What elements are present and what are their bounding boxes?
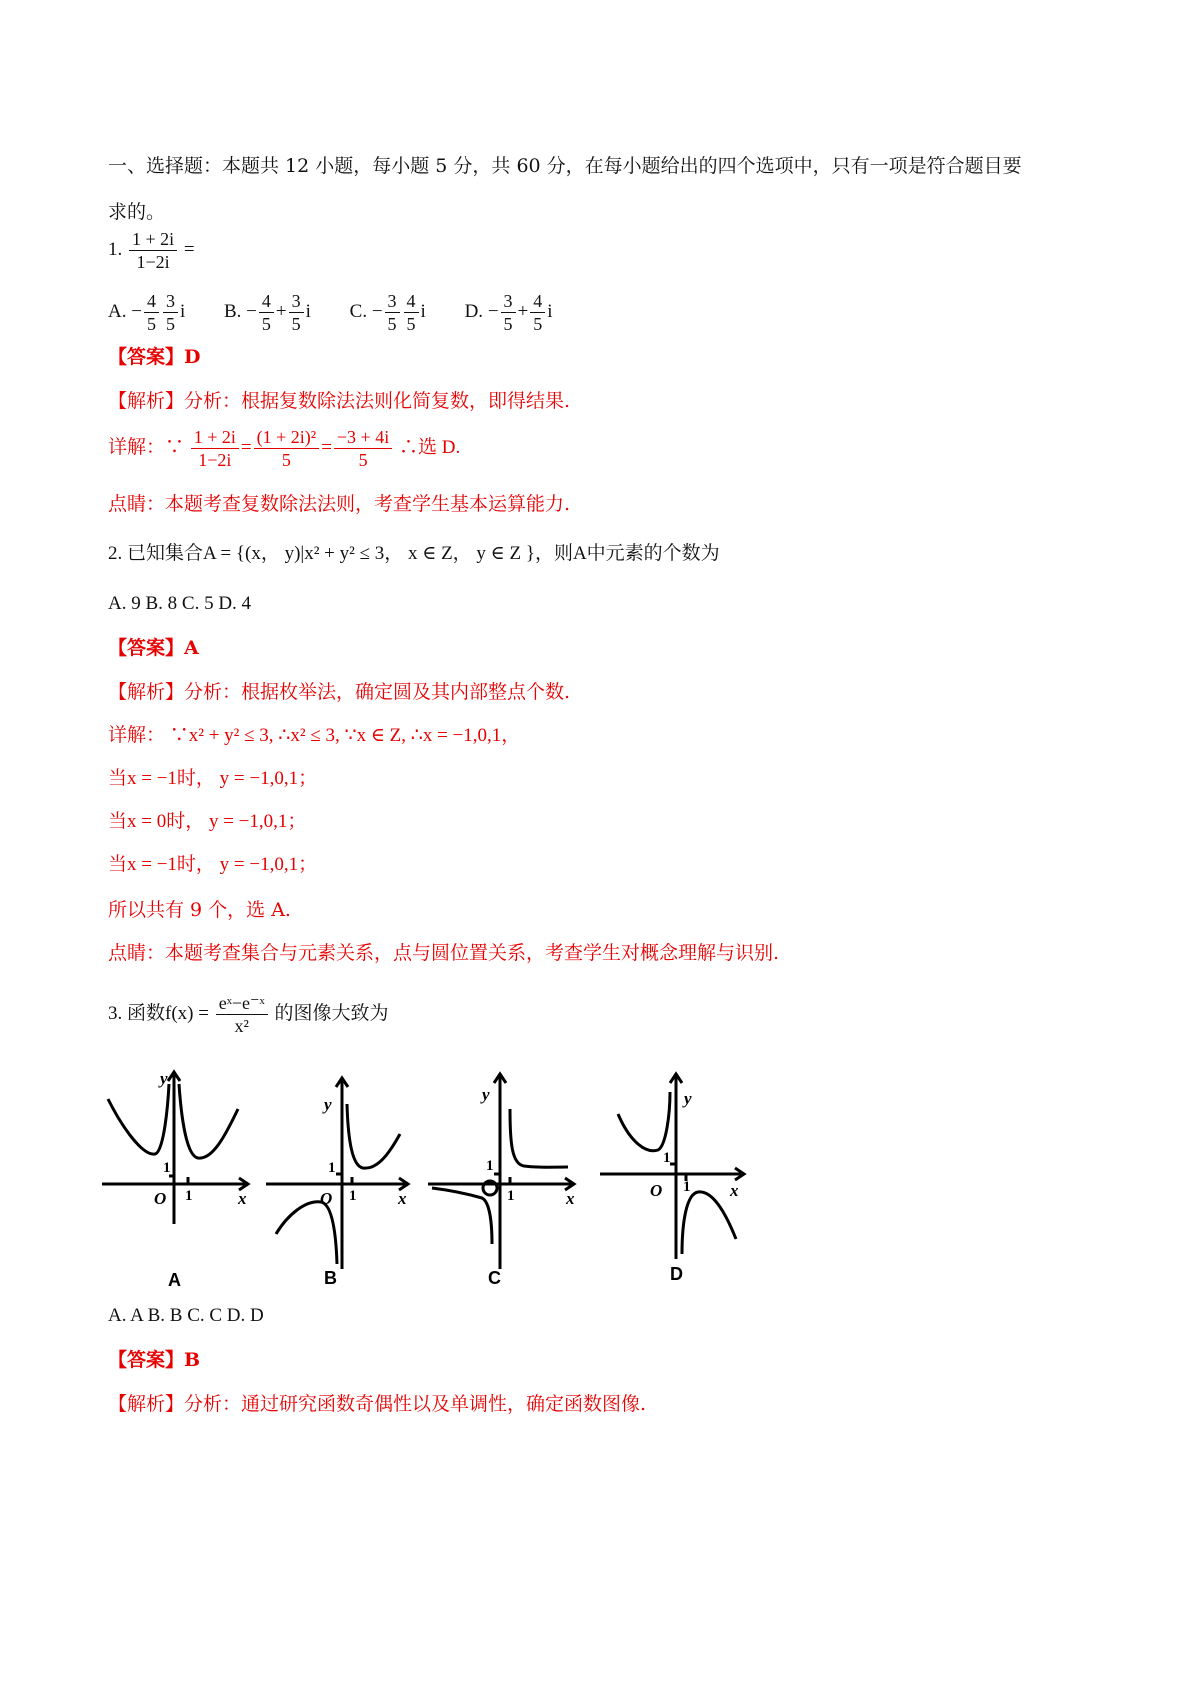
q1-option-d-suffix: i (547, 300, 553, 322)
q1-option-c-d1: 5 (387, 314, 397, 334)
graph-a-x-label-text: x (238, 1189, 247, 1208)
q1-answer: 【答案】D (108, 346, 201, 368)
graph-d-y-tick-label: 1 (663, 1150, 671, 1166)
graph-d-x-label: x (730, 1181, 739, 1200)
q1-option-d-d1: 5 (503, 314, 513, 334)
q2-remark: 点睛：本题考查集合与元素关系，点与圆位置关系，考查学生对概念理解与识别. (108, 942, 780, 964)
q3-stem (108, 992, 389, 1037)
q2-answer: 【答案】A (108, 637, 199, 659)
q2-options: A. 9 B. 8 C. 5 D. 4 (108, 593, 252, 614)
q1-detail-prefix: 详解：∵ (108, 436, 185, 458)
q2-detail: 详解： ∵x² + y² ≤ 3, ∴x² ≤ 3, ∵x ∈ Z, ∴x = −1,0,1， (108, 725, 521, 746)
q3-stem-fraction (216, 992, 268, 1037)
q1-fraction (129, 228, 177, 273)
q1-detail-frac3-den: 5 (358, 450, 368, 470)
q1-option-c-frac2 (404, 290, 419, 335)
q1-option-a-d2: 5 (165, 314, 175, 334)
graph-c-left-branch (432, 1188, 492, 1244)
q1-option-a-d1: 5 (146, 314, 156, 334)
graph-c-x-tick-label: 1 (507, 1188, 515, 1204)
graph-a-right-branch (179, 1084, 238, 1158)
q1-option-b (224, 290, 311, 335)
q1-option-c-label: C. (349, 300, 368, 322)
graph-c-y-label: y (482, 1085, 490, 1104)
q1-option-c-sign: − (371, 300, 383, 322)
q1-option-a-frac2 (163, 290, 178, 335)
q1-number: 1. (108, 238, 123, 260)
q1-detail-suffix: ∴选 D. (398, 436, 461, 458)
q1-detail-frac2-num: (1 + 2i)² (254, 426, 320, 449)
q1-option-a-suffix: i (179, 300, 186, 322)
graph-a-y-label: y (160, 1069, 168, 1088)
q2-analysis: 【解析】分析：根据枚举法，确定圆及其内部整点个数. (108, 681, 571, 703)
q3-stem-fraction-den: x² (234, 1016, 249, 1036)
q1-option-c-suffix: i (420, 300, 426, 322)
q1-detail-frac1-num: 1 + 2i (191, 426, 239, 449)
q1-remark: 点睛：本题考查复数除法法则，考查学生基本运算能力. (108, 493, 571, 515)
q1-detail-frac2 (254, 426, 320, 471)
q1-option-a-sign: − (131, 300, 142, 322)
graph-c-right-branch (510, 1109, 568, 1167)
q1-option-b-d1: 5 (261, 314, 271, 334)
graph-c-caption-text: C (488, 1268, 501, 1288)
q1-option-b-d2: 5 (291, 314, 301, 334)
q1-option-a-frac1 (144, 290, 159, 335)
graph-b-x-label: x (398, 1189, 407, 1208)
q1-option-c-n2: 4 (404, 290, 419, 313)
q1-option-c-frac1 (385, 290, 400, 335)
graph-d-x-tick-label: 1 (683, 1179, 691, 1195)
graph-b-x-tick-label: 1 (349, 1188, 357, 1204)
q1-option-d (465, 290, 553, 335)
graph-d-right-branch (682, 1192, 736, 1254)
q1-option-d-n2: 4 (530, 290, 545, 313)
q1-option-b-label: B. (223, 300, 242, 322)
q1-options (108, 290, 587, 335)
graph-d-left-branch (618, 1092, 670, 1151)
q3-stem-prefix: 3. 函数f(x) = (108, 1002, 209, 1024)
q1-equals: = (183, 238, 195, 260)
q1-option-c-n1: 3 (385, 290, 400, 313)
q1-option-d-n1: 3 (501, 290, 516, 313)
q1-option-c (350, 290, 426, 335)
graph-d-origin-text: O (650, 1181, 663, 1200)
q1-detail-frac3 (334, 426, 392, 471)
q1-option-a-label: A. (108, 300, 127, 322)
q1-fraction-denominator: 1−2i (136, 252, 170, 272)
graph-b-y-label: y (324, 1095, 332, 1114)
q3-answer: 【答案】B (108, 1349, 201, 1371)
q1-detail-frac2-den: 5 (281, 450, 291, 470)
graph-a-left-branch (108, 1084, 169, 1154)
q2-conclusion: 所以共有 9 个，选 A. (108, 899, 291, 921)
q2-case-3: 当x = −1时， y = −1,0,1； (108, 854, 318, 875)
q1-option-a-n1: 4 (144, 290, 159, 313)
q1-detail-frac3-num: −3 + 4i (334, 426, 392, 449)
q1-option-b-frac1 (259, 290, 274, 335)
q1-option-d-op: + (517, 300, 529, 322)
q1-detail: 详解：∵ $\frac{1 + 2i}{1-2i}$ = $\frac{\text{(1 + 2i)²}}{5}$ = $\frac{-3 + 4i}{5}$ ∴选 D. (108, 427, 461, 470)
graph-d-y-label: y (684, 1089, 692, 1108)
q1-option-d-frac2 (530, 290, 545, 335)
q2-case-2: 当x = 0时， y = −1,0,1； (108, 811, 307, 832)
section-title-line-1: 一、选择题：本题共 12 小题，每小题 5 分，共 60 分，在每小题给出的四个选项中，只有一项是符合题目要 (108, 155, 1022, 177)
q1-option-d-sign: − (487, 300, 499, 322)
graph-b-left-branch (276, 1202, 337, 1264)
q1-option-b-suffix: i (305, 300, 311, 322)
section-title-line-2: 求的。 (108, 201, 166, 223)
graph-a-y-tick-label: 1 (163, 1160, 171, 1176)
q1-option-d-frac1 (501, 290, 516, 335)
q1-option-d-d2: 5 (533, 314, 543, 334)
graph-b-right-branch (347, 1104, 400, 1168)
graphs-panel (98, 1064, 758, 1304)
q1-option-b-sign: − (246, 300, 257, 322)
q1-option-a (108, 290, 185, 335)
q3-stem-suffix: 的图像大致为 (274, 1002, 389, 1024)
q3-analysis: 【解析】分析：通过研究函数奇偶性以及单调性，确定函数图像. (108, 1393, 647, 1415)
q1-option-b-op: + (275, 300, 287, 322)
graph-a-origin-text: O (154, 1189, 167, 1208)
q2-case-1: 当x = −1时， y = −1,0,1； (108, 768, 318, 789)
graph-d-caption-text: D (670, 1264, 683, 1284)
graph-b-y-tick-label: 1 (328, 1160, 336, 1176)
q1-fraction-numerator: 1 + 2i (129, 228, 177, 251)
q1-option-d-label: D. (464, 300, 484, 322)
graph-a-x-tick-label: 1 (185, 1188, 193, 1204)
q1-option-b-n1: 4 (259, 290, 274, 313)
q1-analysis: 【解析】分析：根据复数除法法则化简复数，即得结果. (108, 390, 571, 412)
q1-option-b-frac2 (289, 290, 304, 335)
q1-option-b-n2: 3 (289, 290, 304, 313)
q1-option-c-d2: 5 (406, 314, 416, 334)
q1-detail-frac1-den: 1−2i (198, 450, 232, 470)
q2-stem: 2. 已知集合A = {(x， y)|x² + y² ≤ 3， x ∈ Z， y ∈ Z }，则A中元素的个数为 (108, 543, 720, 564)
graph-c-y-tick-label: 1 (486, 1158, 494, 1174)
q1-option-a-n2: 3 (163, 290, 178, 313)
graph-b-caption-text: B (324, 1268, 337, 1288)
graph-c-x-label: x (566, 1189, 575, 1208)
q3-options: A. A B. B C. C D. D (108, 1305, 264, 1326)
q1-detail-frac1 (191, 426, 239, 471)
graph-b-origin-text: O (320, 1189, 333, 1208)
graph-a-caption-text: A (168, 1270, 181, 1290)
q3-stem-fraction-num: eˣ−e⁻ˣ (216, 992, 268, 1015)
q1-stem (108, 228, 195, 273)
